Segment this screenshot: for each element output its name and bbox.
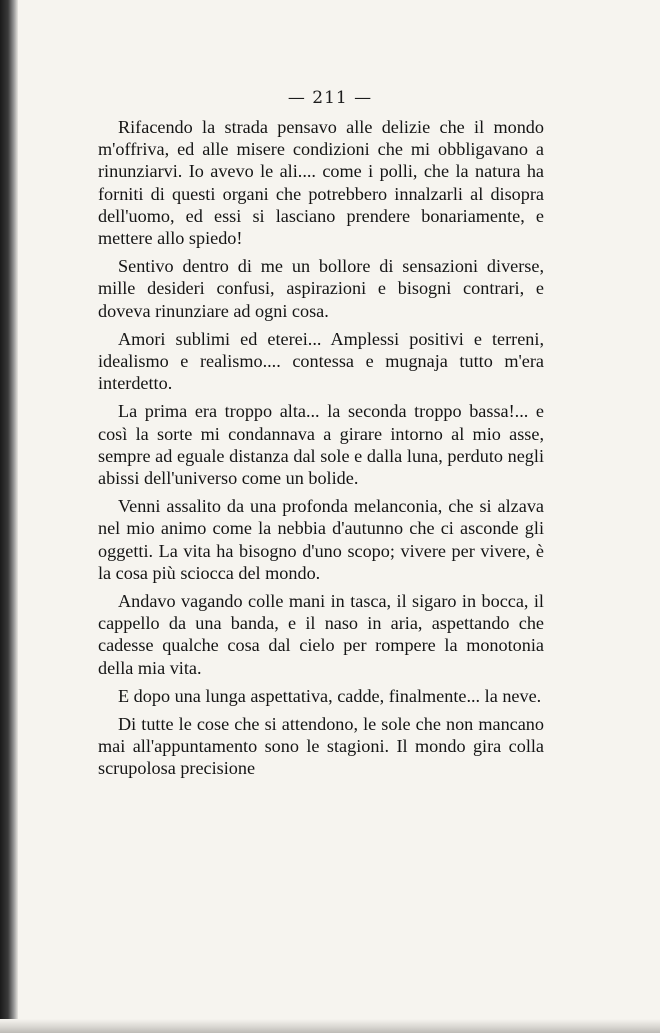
binding-gutter [0, 0, 18, 1033]
body-text [98, 116, 544, 786]
paragraph: Rifacendo la strada pensavo alle delizie che il mondo m'offriva, ed alle misere condizioni che mi obbligavano a rinunziarvi. Io avevo le ali.... come i polli, che la natura ha forniti di questi organi che potrebbero innalzarli al disopra dell'uomo, ed essi si lasciano prendere bonariamente, e mettere allo spiedo! [98, 117, 544, 249]
paragraph: La prima era troppo alta... la seconda troppo bassa!... e così la sorte mi condannava a girare intorno al mio asse, sempre ad eguale distanza dal sole e dalla luna, perduto negli abissi dell'universo come un bolide. [98, 401, 544, 489]
paragraph: Andavo vagando colle mani in tasca, il sigaro in bocca, il cappello da una banda, e il naso in aria, aspettando che cadesse qualche cosa dal cielo per rompere la monotonia della mia vita. [98, 591, 544, 678]
page-number: — 211 — [287, 88, 373, 108]
paragraph: E dopo una lunga aspettativa, cadde, finalmente... la neve. [118, 685, 542, 706]
paragraph: Di tutte le cose che si attendono, le sole che non mancano mai all'appuntamento sono le stagioni. Il mondo gira colla scrupolosa precisione [98, 714, 544, 779]
paragraph: Amori sublimi ed eterei... Amplessi positivi e terreni, idealismo e realismo.... contessa e mugnaja tutto m'era interdetto. [98, 328, 544, 394]
paragraph: Sentivo dentro di me un bollore di sensazioni diverse, mille desideri confusi, aspirazioni e bisogni contrari, e doveva rinunziare ad ogni cosa. [98, 256, 544, 321]
paragraph: Venni assalito da una profonda melanconia, che si alzava nel mio animo come la nebbia d'autunno che ci asconde gli oggetti. La vita ha bisogno d'uno scopo; vivere per vivere, è la cosa più sciocca del mondo. [98, 496, 544, 583]
page-bottom-edge [0, 1019, 660, 1033]
